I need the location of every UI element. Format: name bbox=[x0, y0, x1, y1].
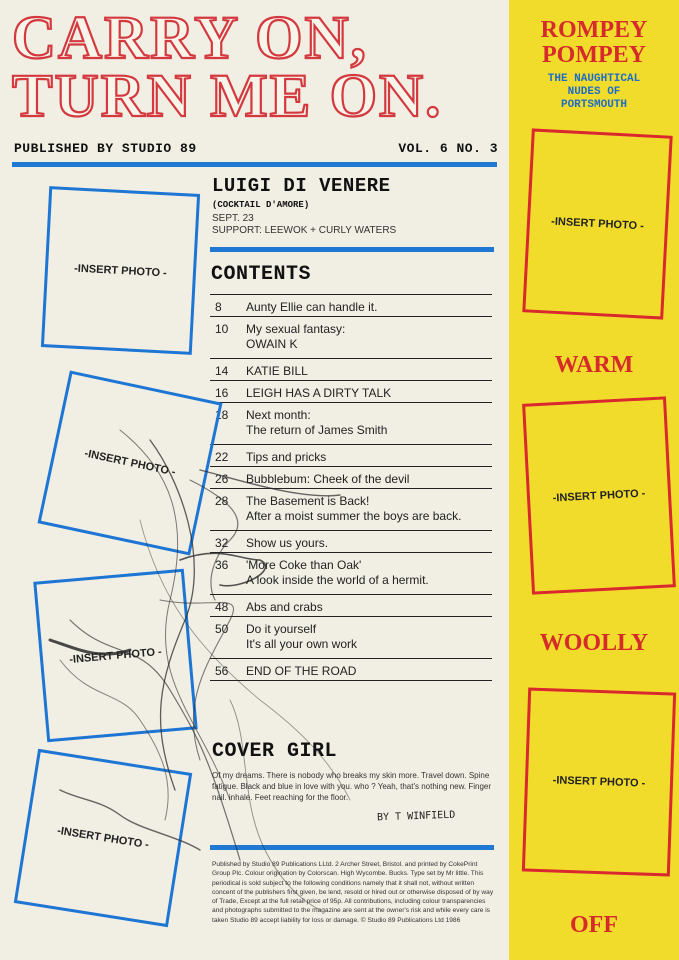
contents-entry-text bbox=[246, 622, 357, 652]
sidebar-word-woolly: WOOLLY bbox=[539, 630, 649, 656]
contents-entry-text bbox=[246, 600, 323, 615]
contents-entry-line: 'More Coke than Oak' bbox=[246, 558, 362, 572]
contents-entry-line: The Basement is Back! bbox=[246, 494, 370, 508]
contents-page-number: 56 bbox=[215, 664, 229, 678]
contents-entry-line: Aunty Ellie can handle it. bbox=[246, 300, 378, 314]
masthead-line-2: TURN ME ON. bbox=[12, 63, 443, 130]
contents-row bbox=[210, 488, 492, 531]
contents-entry-line: Tips and pricks bbox=[246, 450, 327, 464]
contents-entry-line: Show us yours. bbox=[246, 536, 329, 550]
contents-page-number: 22 bbox=[215, 450, 229, 464]
contents-page-number: 32 bbox=[215, 536, 229, 550]
divider-bar-top bbox=[12, 162, 497, 167]
publisher-fineprint: Published by Studio 89 Publications LLtd. 2 Archer Street, Bristol. and printed by CokePrint Group Plc. Colour origination by Colorscan. High Wycombe. Bucks. Type set by Mr little. This periodical is sold subject to the following conditions namely that it shall not, without written concent of the publishers first given, be lend, resold or hired out or otherwise disposed of by way of Trade, Except at the full retail price of 95p. All contributions, including colour transparencies and photographs submitted to the magazine are sent at the owner's risk and while every care is taken Studio 89 accept liability for loss or damage. © Studio 89 Publications Ltd 1986 bbox=[212, 861, 494, 924]
contents-entry-text bbox=[246, 472, 409, 487]
contents-entry-line: Bubblebum: Cheek of the devil bbox=[246, 472, 410, 486]
cover-girl-heading: COVER GIRL bbox=[212, 740, 338, 763]
masthead-title bbox=[12, 5, 507, 130]
photo-placeholder-label: -INSERT PHOTO - bbox=[552, 774, 646, 790]
photo-placeholder-2 bbox=[37, 370, 222, 555]
photo-placeholder-3 bbox=[33, 569, 197, 743]
contents-row bbox=[210, 616, 492, 659]
contents-entry-text bbox=[246, 536, 328, 551]
contents-end-rule bbox=[210, 680, 492, 681]
contents-row bbox=[210, 316, 492, 359]
contents-row bbox=[210, 552, 492, 595]
publisher-label: PUBLISHED BY STUDIO 89 bbox=[14, 141, 197, 156]
contents-entry-text bbox=[246, 664, 356, 679]
contents-row bbox=[210, 358, 492, 381]
contents-page-number: 50 bbox=[215, 622, 229, 636]
contents-entry-line: My sexual fantasy: bbox=[246, 322, 346, 336]
contents-entry-line: It's all your own work bbox=[246, 637, 357, 651]
divider-bar-bottom bbox=[210, 845, 494, 850]
sidebar-photo-3 bbox=[522, 687, 676, 876]
cover-girl-text: Of my dreams. There is nobody who breaks my skin more. Travel down. Spine fatigue. Black and blue in love with you. who ? Yeah, that's nothing new. Finger nail. inhale. Feet reaching for the floor. bbox=[212, 771, 492, 802]
contents-row bbox=[210, 402, 492, 445]
contents-row bbox=[210, 380, 492, 403]
contents-entry-line: A look inside the world of a hermit. bbox=[246, 573, 429, 587]
publication-row bbox=[14, 141, 498, 161]
contents-entry-line: Abs and crabs bbox=[246, 600, 323, 614]
contents-entry-text bbox=[246, 408, 387, 438]
gig-date: SEPT. 23 bbox=[212, 213, 254, 224]
contents-page-number: 14 bbox=[215, 364, 229, 378]
contents-page-number: 28 bbox=[215, 494, 229, 508]
contents-entry-text bbox=[246, 494, 461, 524]
gig-support: SUPPORT: LEEWOK + CURLY WATERS bbox=[212, 225, 397, 236]
sidebar-title-2: POMPEY bbox=[542, 42, 646, 68]
sidebar-subtitle-3: PORTSMOUTH bbox=[560, 99, 627, 111]
gig-subtitle: (COCKTAIL D'AMORE) bbox=[212, 200, 310, 210]
photo-placeholder-label: -INSERT PHOTO - bbox=[83, 447, 177, 479]
gig-name: LUIGI DI VENERE bbox=[212, 175, 391, 197]
contents-entry-line: KATIE BILL bbox=[246, 364, 308, 378]
contents-entry-line: LEIGH HAS A DIRTY TALK bbox=[246, 386, 392, 400]
contents-entry-text bbox=[246, 450, 326, 465]
sidebar-title-1: ROMPEY bbox=[540, 17, 648, 43]
sidebar-photo-1 bbox=[522, 128, 672, 319]
gig-block bbox=[212, 175, 396, 236]
contents-entry-text bbox=[246, 300, 377, 315]
contents-row bbox=[210, 658, 492, 681]
contents-page-number: 16 bbox=[215, 386, 229, 400]
contents-page-number: 48 bbox=[215, 600, 229, 614]
photo-placeholder-label: -INSERT PHOTO - bbox=[550, 215, 645, 233]
photo-placeholder-label: -INSERT PHOTO - bbox=[552, 487, 646, 504]
sidebar-photo-2 bbox=[522, 396, 676, 594]
contents-heading: CONTENTS bbox=[211, 263, 312, 286]
sidebar-word-off: OFF bbox=[570, 912, 618, 938]
contents-row bbox=[210, 444, 492, 467]
contents-entry-text bbox=[246, 558, 429, 588]
contents-row bbox=[210, 466, 492, 489]
contents-page-number: 36 bbox=[215, 558, 229, 572]
photo-placeholder-4 bbox=[14, 749, 192, 927]
contents-page-number: 10 bbox=[215, 322, 229, 336]
contents-entry-text bbox=[246, 386, 391, 401]
contents-entry-line: The return of James Smith bbox=[246, 423, 388, 437]
contents-row bbox=[210, 594, 492, 617]
divider-bar-gig bbox=[210, 247, 494, 252]
photo-placeholder-1 bbox=[41, 186, 200, 355]
photo-placeholder-label: -INSERT PHOTO - bbox=[68, 645, 163, 666]
photo-placeholder-label: -INSERT PHOTO - bbox=[73, 262, 168, 279]
volume-label: VOL. 6 NO. 3 bbox=[398, 141, 498, 156]
contents-row bbox=[210, 530, 492, 553]
contents-page-number: 8 bbox=[215, 300, 222, 314]
sidebar-word-warm: WARM bbox=[554, 352, 634, 378]
contents-row bbox=[210, 294, 492, 317]
photo-placeholder-label: -INSERT PHOTO - bbox=[56, 824, 150, 852]
cover-girl-byline: BY T WINFIELD bbox=[376, 809, 456, 824]
sidebar-panel bbox=[509, 0, 679, 960]
masthead-line-1: CARRY ON, bbox=[12, 5, 368, 72]
contents-entry-line: Do it yourself bbox=[246, 622, 317, 636]
contents-page-number: 26 bbox=[215, 472, 229, 486]
sidebar-subtitle-1: THE NAUGHTICAL bbox=[547, 73, 641, 85]
sidebar-subtitle-2: NUDES OF bbox=[567, 86, 621, 98]
contents-entry-text bbox=[246, 364, 308, 379]
contents-entry-line: END OF THE ROAD bbox=[246, 664, 357, 678]
contents-entry-text bbox=[246, 322, 345, 352]
contents-entry-line: Next month: bbox=[246, 408, 311, 422]
contents-entry-line: After a moist summer the boys are back. bbox=[246, 509, 462, 523]
contents-page-number: 18 bbox=[215, 408, 229, 422]
contents-entry-line: OWAIN K bbox=[246, 337, 298, 351]
